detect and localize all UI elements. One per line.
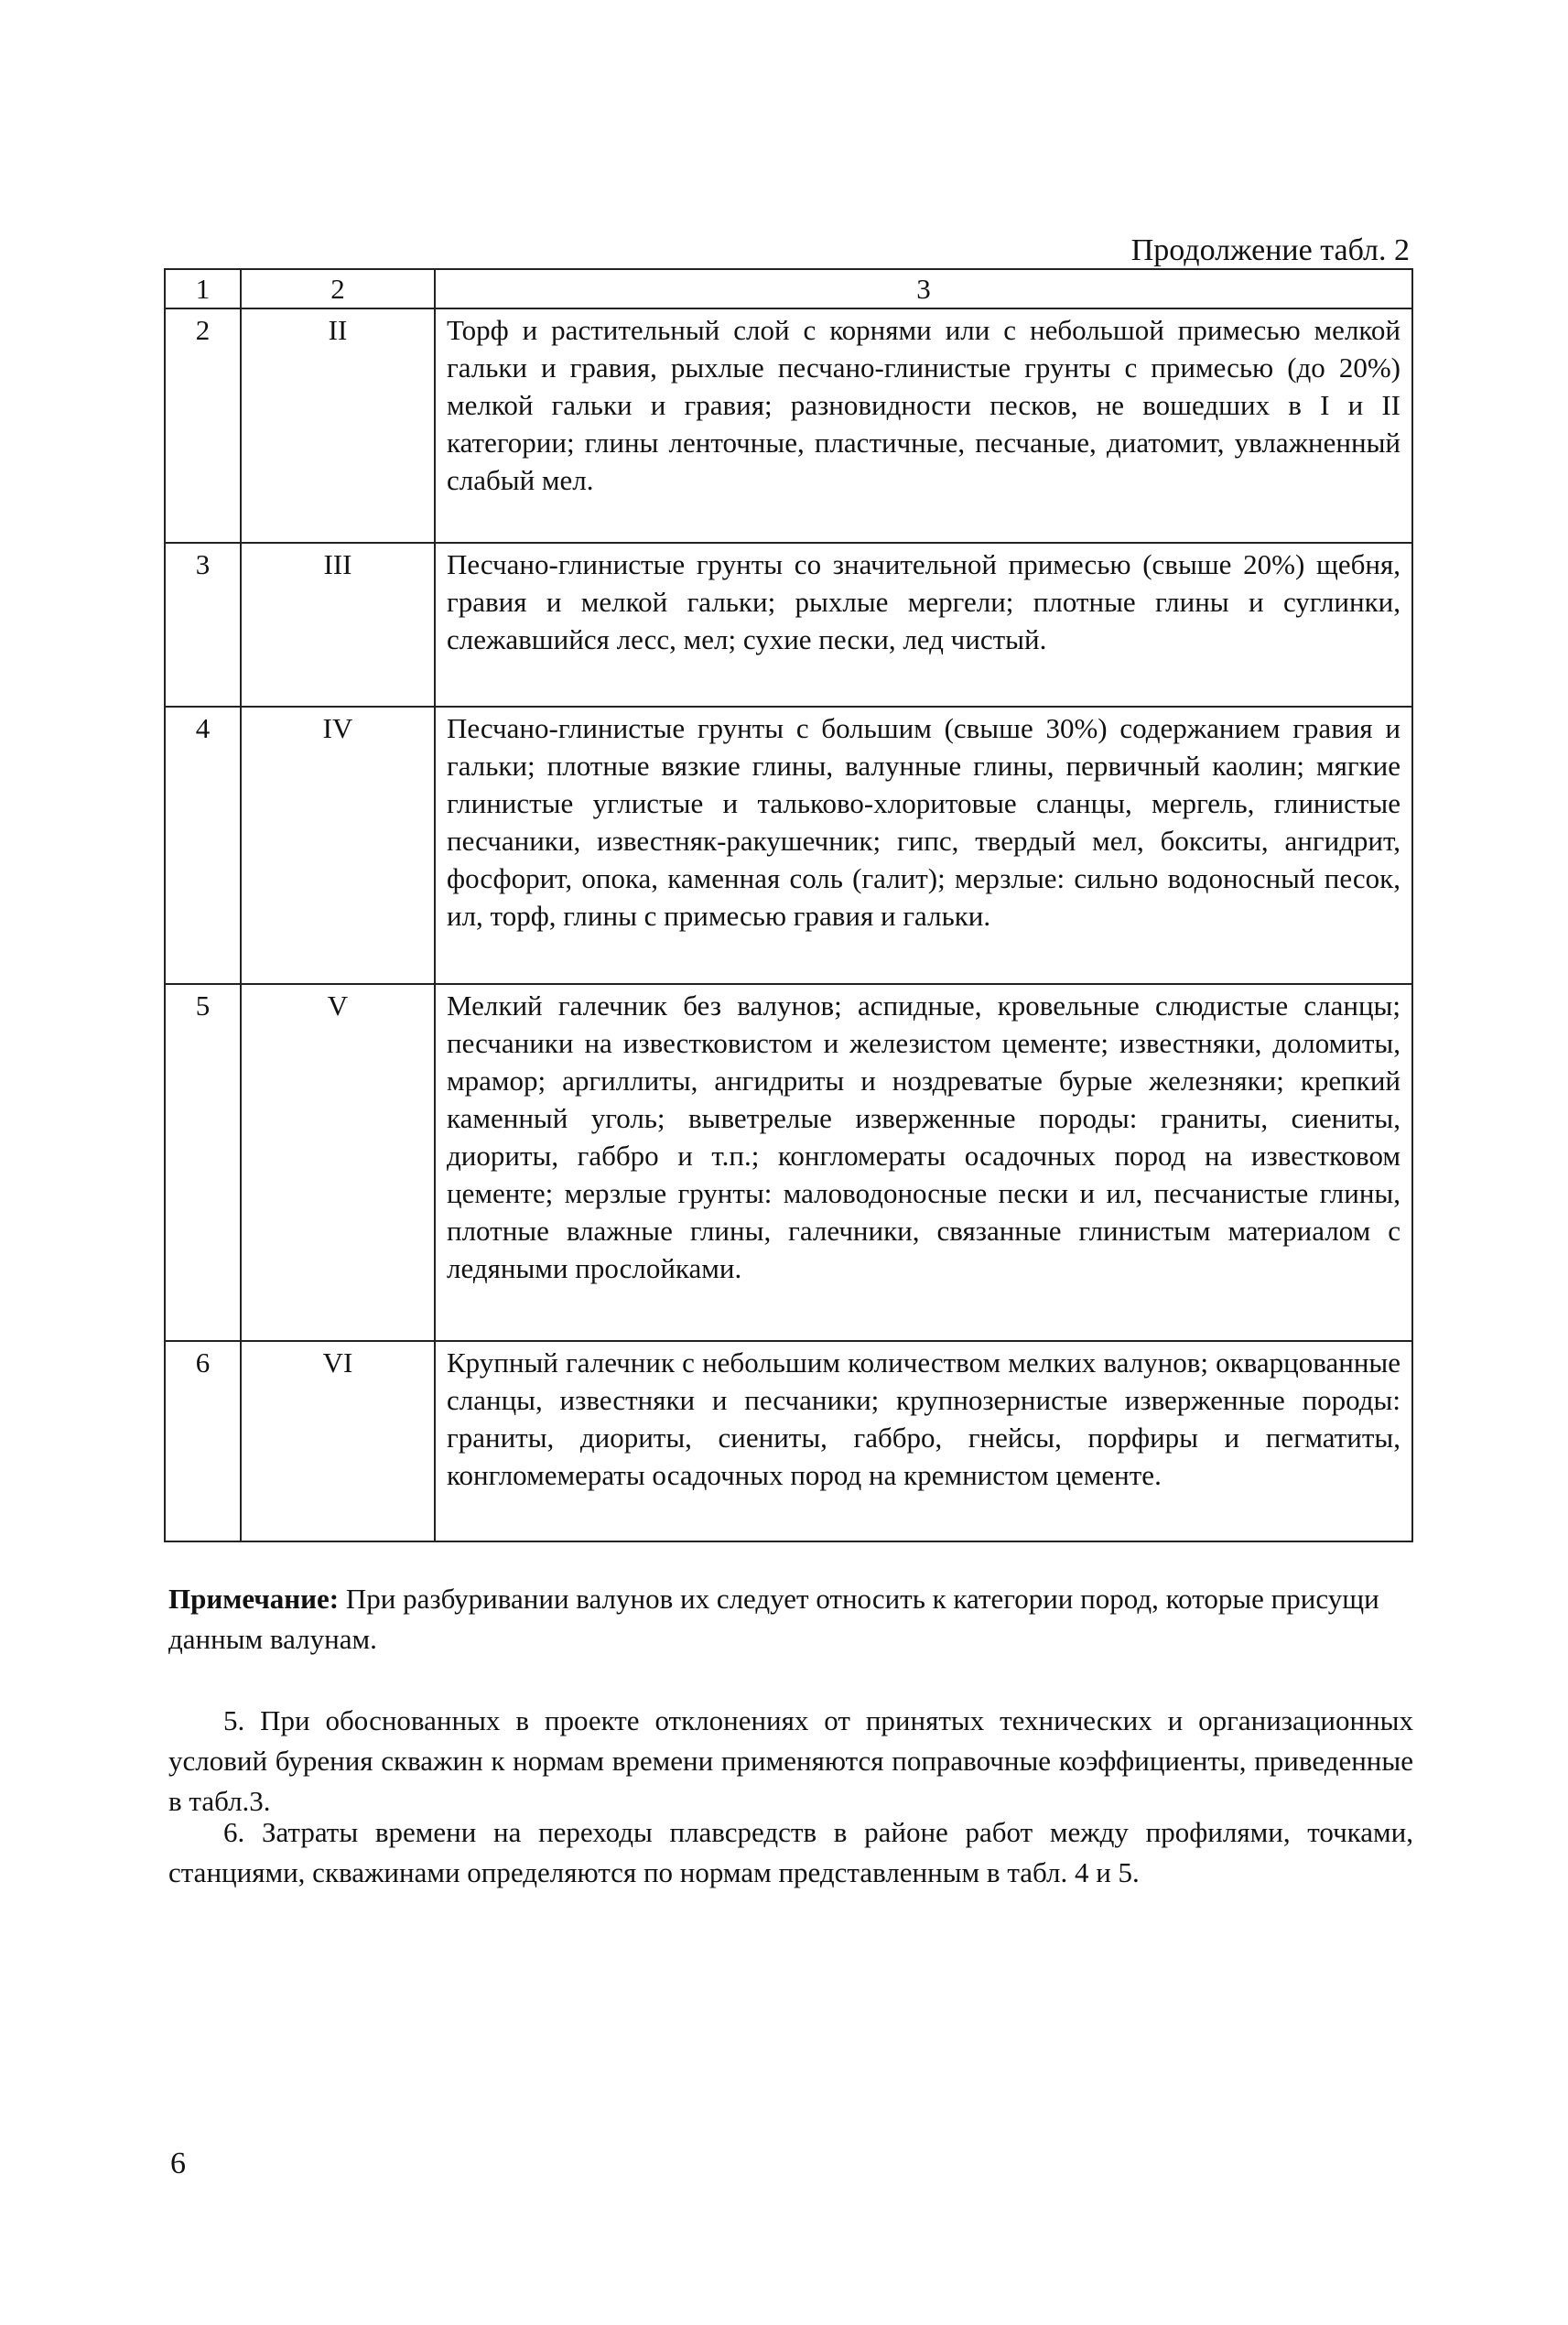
row-number: 4 (165, 707, 241, 984)
rock-description: Крупный галечник с небольшим количеством мелких валунов; окварцованные сланцы, известняки и песчаники; крупнозернистые изверженные породы: граниты, диориты, сиениты, габбро, гнейсы, порфиры и пегматиты, конгломемераты осадочных пород на кремнистом цементе. (435, 1341, 1412, 1541)
row-number: 3 (165, 543, 241, 707)
row-number: 2 (165, 308, 241, 543)
table-row (165, 984, 1412, 1341)
rock-category: III (241, 543, 435, 707)
row-number: 6 (165, 1341, 241, 1541)
paragraph-6: 6. Затраты времени на переходы плавсредств в районе работ между профилями, точками, станциями, скважинами определяются по нормам представленным в табл. 4 и 5. (168, 1816, 1413, 1888)
rock-category: IV (241, 707, 435, 984)
rock-description: Торф и растительный слой с корнями или с небольшой примесью мелкой гальки и гравия, рыхлые песчано-глинистые грунты с примесью (до 20%) мелкой гальки и гравия; разновидности песков, не вошедших в I и II категории; глины ленточные, пластичные, песчаные, диатомит, увлажненный слабый мел. (435, 308, 1412, 543)
rock-category: V (241, 984, 435, 1341)
row-number: 5 (165, 984, 241, 1341)
rock-description: Мелкий галечник без валунов; аспидные, кровельные слюдистые сланцы; песчаники на известковистом и железистом цементе; известняки, доломиты, мрамор; аргиллиты, ангидриты и ноздреватые бурые железняки; крепкий каменный уголь; выветрелые изверженные породы: граниты, сиениты, диориты, габбро и т.п.; конгломераты осадочных пород на известковом цементе; мерзлые грунты: маловодоносные пески и ил, песчанистые глины, плотные влажные глины, галечники, связанные глинистым материалом с ледяными прослойками. (435, 984, 1412, 1341)
column-header-3: 3 (435, 269, 1412, 308)
table-row (165, 1341, 1412, 1541)
table-row (165, 543, 1412, 707)
rock-description: Песчано-глинистые грунты с большим (свыше 30%) содержанием гравия и гальки; плотные вязкие глины, валунные глины, первичный каолин; мягкие глинистые углистые и тальково-хлоритовые сланцы, мергель, глинистые песчаники, известняк-ракушечник; гипс, твердый мел, бокситы, ангидрит, фосфорит, опока, каменная соль (галит); мерзлые: сильно водоносный песок, ил, торф, глины с примесью гравия и гальки. (435, 707, 1412, 984)
rock-category: II (241, 308, 435, 543)
table-header-row (165, 269, 1412, 308)
table-continuation-label: Продолжение табл. 2 (1130, 233, 1410, 267)
note-label: Примечание: (168, 1583, 340, 1615)
paragraph-5: 5. При обоснованных в проекте отклонениях от принятых технических и организационных условий бурения скважин к нормам времени применяются поправочные коэффициенты, приведенные в табл.3. (168, 1704, 1413, 1817)
column-header-2: 2 (241, 269, 435, 308)
rock-description: Песчано-глинистые грунты со значительной примесью (свыше 20%) щебня, гравия и мелкой гальки; рыхлые мергели; плотные глины и суглинки, слежавшийся лесс, мел; сухие пески, лед чистый. (435, 543, 1412, 707)
page-number: 6 (170, 2147, 186, 2180)
column-header-1: 1 (165, 269, 241, 308)
table-row (165, 308, 1412, 543)
rock-category-table (164, 268, 1413, 1542)
table-row (165, 707, 1412, 984)
table-note (168, 1579, 1413, 1660)
rock-category: VI (241, 1341, 435, 1541)
note-text: При разбуривании валунов их следует относить к категории пород, которые присущи данным валунам. (168, 1583, 1379, 1655)
